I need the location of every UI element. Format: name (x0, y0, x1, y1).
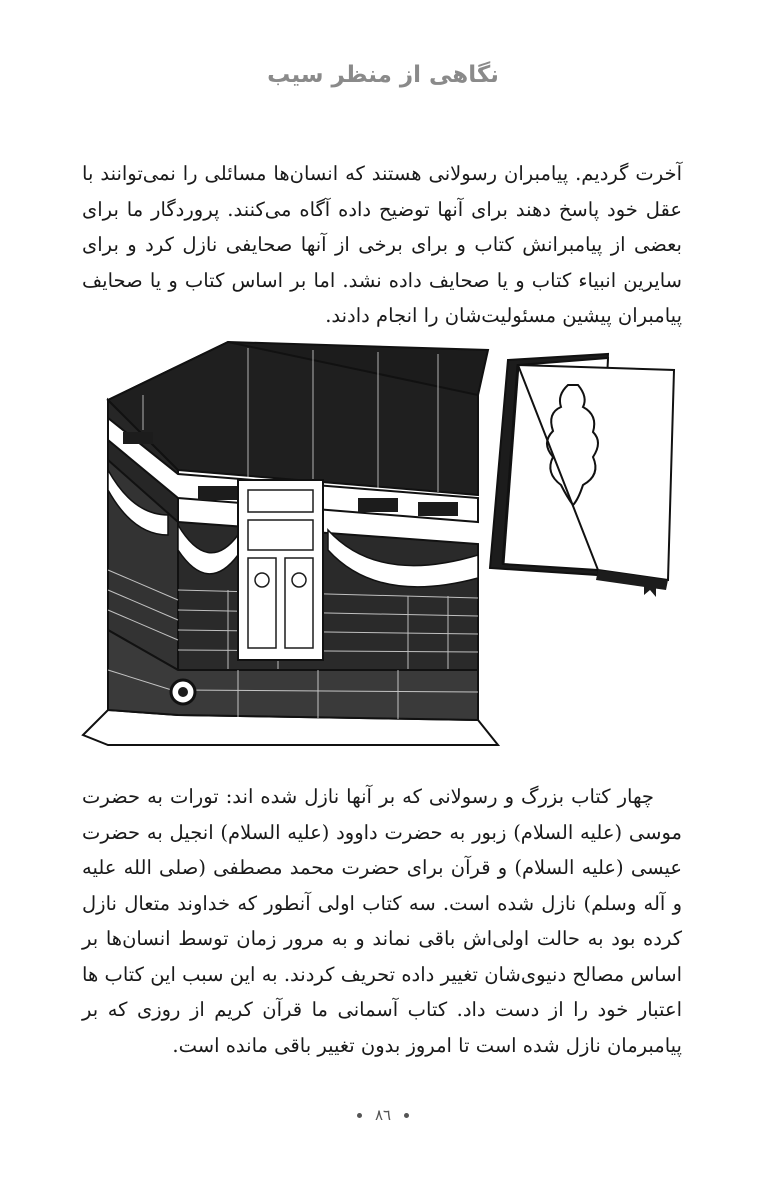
page-footer (0, 1106, 766, 1124)
kaaba-quran-illustration (78, 340, 698, 760)
body-paragraph-2: چهار کتاب بزرگ و رسولانی که بر آنها نازل شده اند: تورات به حضرت موسی (علیه السلام) زبور به حضرت داوود (علیه السلام) انجیل به حضرت عیسی (علیه السلام) و قرآن برای حضرت محمد مصطفی (صلی الله علیه و آله وسلم) نازل شده است. سه کتاب اولی آنطور که خداوند متعال نازل کرده بود به حالت اولی‌اش باقی نماند و به مرور زمان توسط انسان‌ها بر اساس مصالح دنیوی‌شان تغییر داده تحریف کردند. به این سبب این کتاب ها اعتبار خود را از دست داد. کتاب آسمانی ما قرآن کریم از روزی که بر پیامبرمان نازل شده است تا امروز بدون تغییر باقی مانده است. (82, 785, 682, 1057)
page-header-title: نگاهی از منظر سیب (267, 62, 499, 88)
page-number: ٨٦ (374, 1106, 392, 1124)
quran-book (490, 354, 674, 597)
body-paragraph-1: آخرت گردیم. پیامبران رسولانی هستند که انسان‌ها مسائلی را نمی‌توانند با عقل خود پاسخ دهند برای آنها توضیح داده آگاه می‌کنند. پروردگار ما برای بعضی از پیامبرانش کتاب و برای برخی از آنها صحایفی نازل کرد و برای سایرین انبیاء کتاب و یا صحایف داده نشد. اما بر اساس کتاب و یا صحایف پیامبران پیشین مسئولیت‌شان را انجام دادند. (82, 162, 682, 327)
footer-dot-right (357, 1113, 362, 1118)
kaaba-door (238, 480, 323, 660)
quran-ribbon (644, 578, 656, 597)
footer-dot-left (404, 1113, 409, 1118)
